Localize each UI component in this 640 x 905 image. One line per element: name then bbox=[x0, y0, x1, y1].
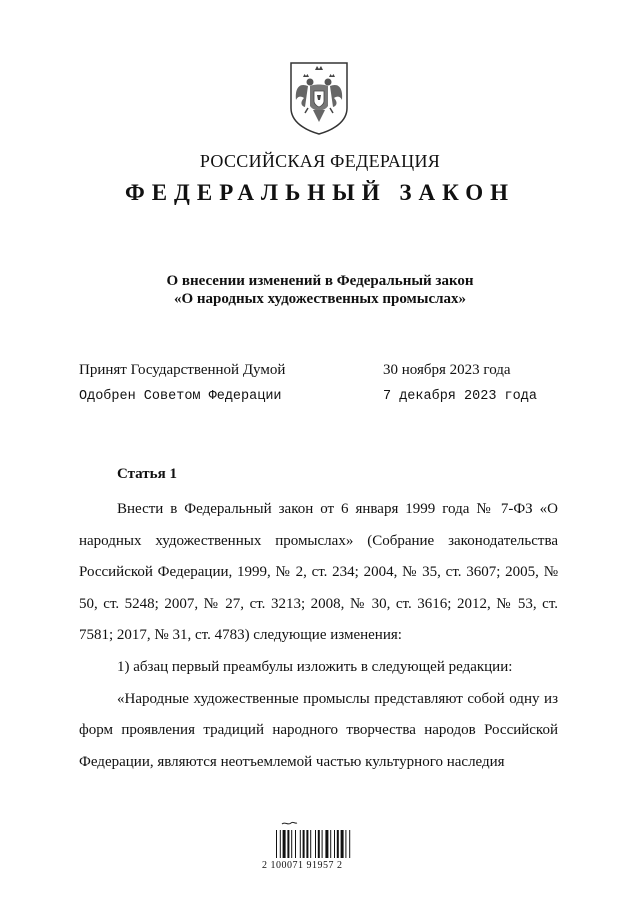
state-emblem-icon bbox=[288, 60, 350, 136]
article-paragraph: Внести в Федеральный закон от 6 января 1999 года № 7-ФЗ «О народных художественных промыслах» (Собрание законодательства Российской Федерации, 1999, № 2, ст. 234; 2004, № 35, ст. 3607; 2005, № 50, ст. 5248; 2007, № 27, ст. 3213; 2008, № 30, ст. 3616; 2012, № 53, ст. 7581; 2017, № 31, ст. 4783) следующие изменения: bbox=[79, 501, 558, 644]
council-label: Одобрен Советом Федерации bbox=[79, 389, 282, 404]
article-paragraph: «Народные художественные промыслы представляют собой одну из форм проявления традиций народного творчества народов Российской Федерации, являются неотъемлемой частью культурного наследия bbox=[79, 690, 558, 770]
law-title-line-2: «О народных художественных промыслах» bbox=[173, 291, 467, 307]
duma-date: 30 ноября 2023 года bbox=[383, 362, 511, 378]
barcode-number: 2 100071 91957 2 bbox=[262, 860, 343, 871]
law-title bbox=[0, 272, 640, 308]
document-type: ФЕДЕРАЛЬНЫЙ ЗАКОН bbox=[124, 180, 516, 205]
article-paragraph: 1) абзац первый преамбулы изложить в следующей редакции: bbox=[117, 658, 513, 675]
country-name: РОССИЙСКАЯ ФЕДЕРАЦИЯ bbox=[199, 151, 441, 171]
duma-label: Принят Государственной Думой bbox=[79, 362, 286, 378]
law-title-line-1: О внесении изменений в Федеральный закон bbox=[166, 273, 474, 289]
article-heading: Статья 1 bbox=[117, 466, 177, 482]
council-date: 7 декабря 2023 года bbox=[383, 389, 537, 404]
article-body bbox=[79, 494, 558, 778]
